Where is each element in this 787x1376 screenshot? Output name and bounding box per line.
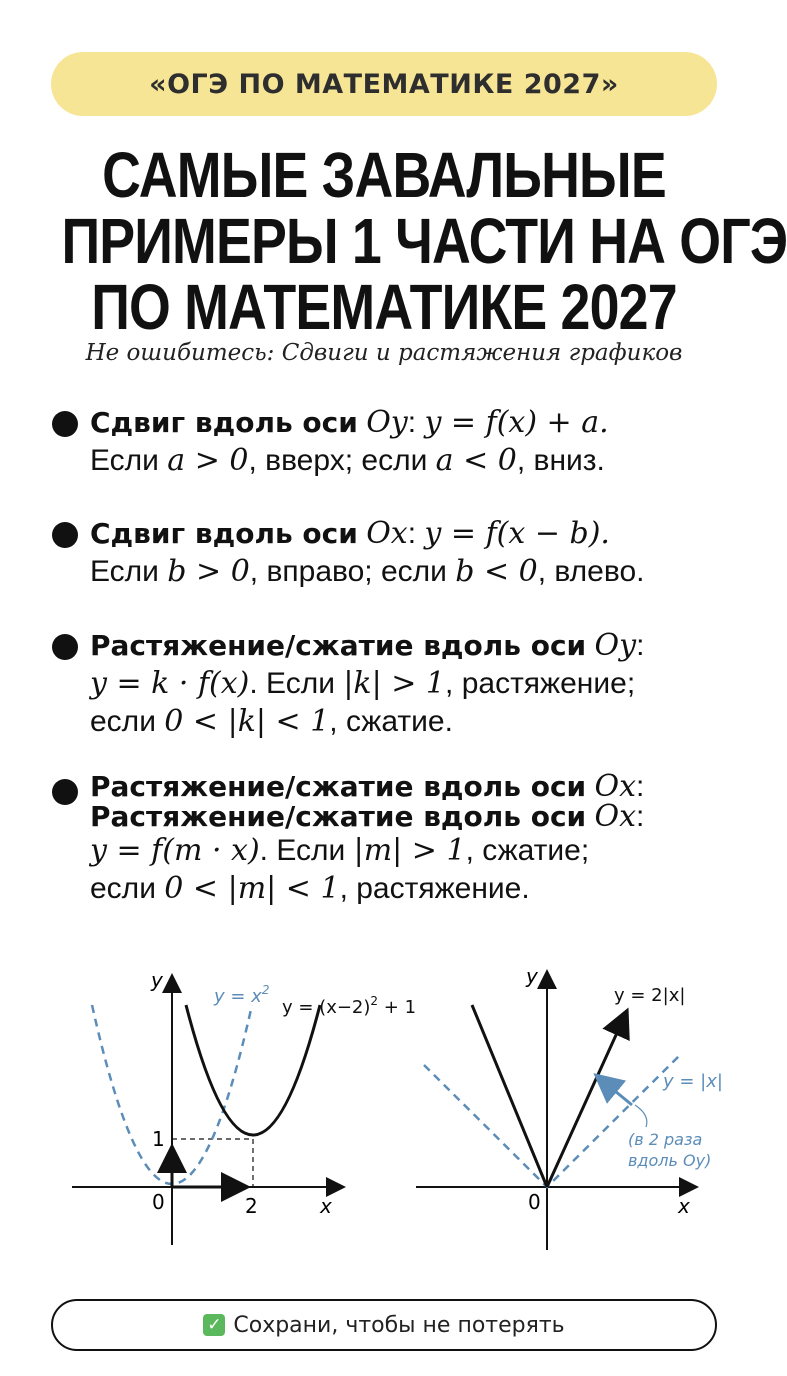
curve-two-abs-x-right (547, 1013, 626, 1187)
rule-text: Если (90, 444, 159, 477)
rule-axis: Oy (594, 628, 637, 663)
note-pointer (635, 1105, 647, 1127)
stretch-note-line1: (в 2 раза (628, 1130, 703, 1149)
rule-text: , вниз. (516, 444, 605, 477)
rule-axis: Oy (366, 405, 408, 440)
rule-heading: Сдвиг вдоль оси (90, 517, 358, 550)
check-mark-icon: ✓ (203, 1314, 225, 1336)
page-subtitle: Не ошибитесь: Сдвиги и растяжения графиков (85, 340, 683, 366)
rule-axis: Ox (594, 769, 637, 804)
bullet-icon (52, 411, 78, 437)
graph-parabola-shift (60, 965, 417, 1255)
page-title (61, 139, 787, 343)
rule-shift-ox: Сдвиг вдоль оси Ox: y = f(x − b). Если b > 0, вправо; если b < 0, влево. (52, 515, 732, 591)
title-line-2: ПРИМЕРЫ 1 ЧАСТИ НА ОГЭ (61, 205, 787, 277)
rule-shift-oy: Сдвиг вдоль оси Oy: y = f(x) + a. Если a > 0, вверх; если a < 0, вниз. (52, 404, 732, 480)
footer-label: Сохрани, чтобы не потерять (233, 1312, 565, 1338)
rule-text: . Если (249, 667, 335, 700)
title-line-1: САМЫЕ ЗАВАЛЬНЫЕ (102, 139, 666, 211)
rule-formula: y = k · f(x) (90, 666, 250, 701)
rule-condition: b < 0 (455, 554, 538, 589)
y-axis-label: y (526, 964, 538, 988)
title-line-3: ПО МАТЕМАТИКЕ 2027 (91, 271, 677, 343)
header-banner (51, 52, 717, 116)
rule-text: , сжатие; (465, 834, 590, 867)
rule-heading: Сдвиг вдоль оси (90, 406, 358, 439)
rule-formula: y = f(x) + a. (424, 405, 609, 440)
curve-label-two-abs-x: y = 2|x| (614, 985, 686, 1006)
rule-text: , сжатие. (329, 705, 453, 738)
x-axis-label: x (678, 1194, 690, 1218)
rule-condition: a < 0 (435, 443, 517, 478)
rule-condition: |m| > 1 (353, 833, 466, 868)
tick-x-label: 2 (245, 1194, 258, 1218)
tick-y-label: 1 (152, 1127, 165, 1151)
rule-text: , растяжение. (339, 872, 530, 905)
save-reminder-button[interactable] (51, 1299, 717, 1351)
graph-modulus-stretch (410, 965, 730, 1255)
rule-condition: 0 < |m| < 1 (164, 871, 340, 906)
rule-text: , растяжение; (445, 667, 636, 700)
rule-condition: 0 < |k| < 1 (164, 704, 330, 739)
bullet-icon (52, 522, 78, 548)
rule-formula: y = f(m · x) (90, 833, 260, 868)
rule-condition: a > 0 (167, 443, 249, 478)
rule-heading: Растяжение/сжатие вдоль оси (90, 770, 587, 803)
bullet-icon (52, 634, 78, 660)
rule-text: , вправо; если (249, 555, 447, 588)
curve-label-abs-x: y = |x| (663, 1071, 723, 1092)
rule-axis-duplicate: Ox (594, 799, 637, 834)
curve-label-x-squared: $y = x^2$ (214, 983, 270, 1007)
rule-stretch-oy: Растяжение/сжатие вдоль оси Oy: y = k · f(x). Если |k| > 1, растяжение; если 0 < |k| < 1, сжатие. (52, 627, 732, 741)
x-axis-label: x (320, 1194, 332, 1218)
rule-text: если (90, 705, 156, 738)
rule-heading: Растяжение/сжатие вдоль оси (90, 629, 587, 662)
bullet-icon (52, 779, 78, 805)
rule-stretch-ox: Растяжение/сжатие вдоль оси Ox: Растяжение/сжатие вдоль оси Ox: y = f(m · x). Если |m| > 1, сжатие; если 0 < |m| < 1, растяжение. (52, 772, 732, 908)
rule-text: если (90, 872, 156, 905)
curve-shifted-parabola (186, 1005, 320, 1135)
rule-formula: y = f(x − b). (424, 516, 610, 551)
rule-axis: Ox (366, 516, 408, 551)
banner-text: «ОГЭ ПО МАТЕМАТИКЕ 2027» (149, 68, 619, 100)
rule-text: Если (90, 555, 159, 588)
origin-label: 0 (528, 1190, 541, 1214)
y-axis-label: y (151, 968, 163, 992)
rule-text: . Если (259, 834, 346, 867)
rule-heading-duplicate: Растяжение/сжатие вдоль оси (90, 800, 587, 833)
origin-label: 0 (152, 1190, 165, 1214)
stretch-arrow (598, 1077, 632, 1105)
rule-condition: b > 0 (167, 554, 250, 589)
curve-two-abs-x-left (472, 1005, 547, 1187)
rule-condition: |k| > 1 (343, 666, 446, 701)
rule-text: , вверх; если (248, 444, 428, 477)
curve-label-shifted: $y = (x-2)^2 + 1$ (282, 994, 417, 1018)
rule-text: , влево. (537, 555, 645, 588)
stretch-note-line2: вдоль Oy) (628, 1151, 712, 1170)
